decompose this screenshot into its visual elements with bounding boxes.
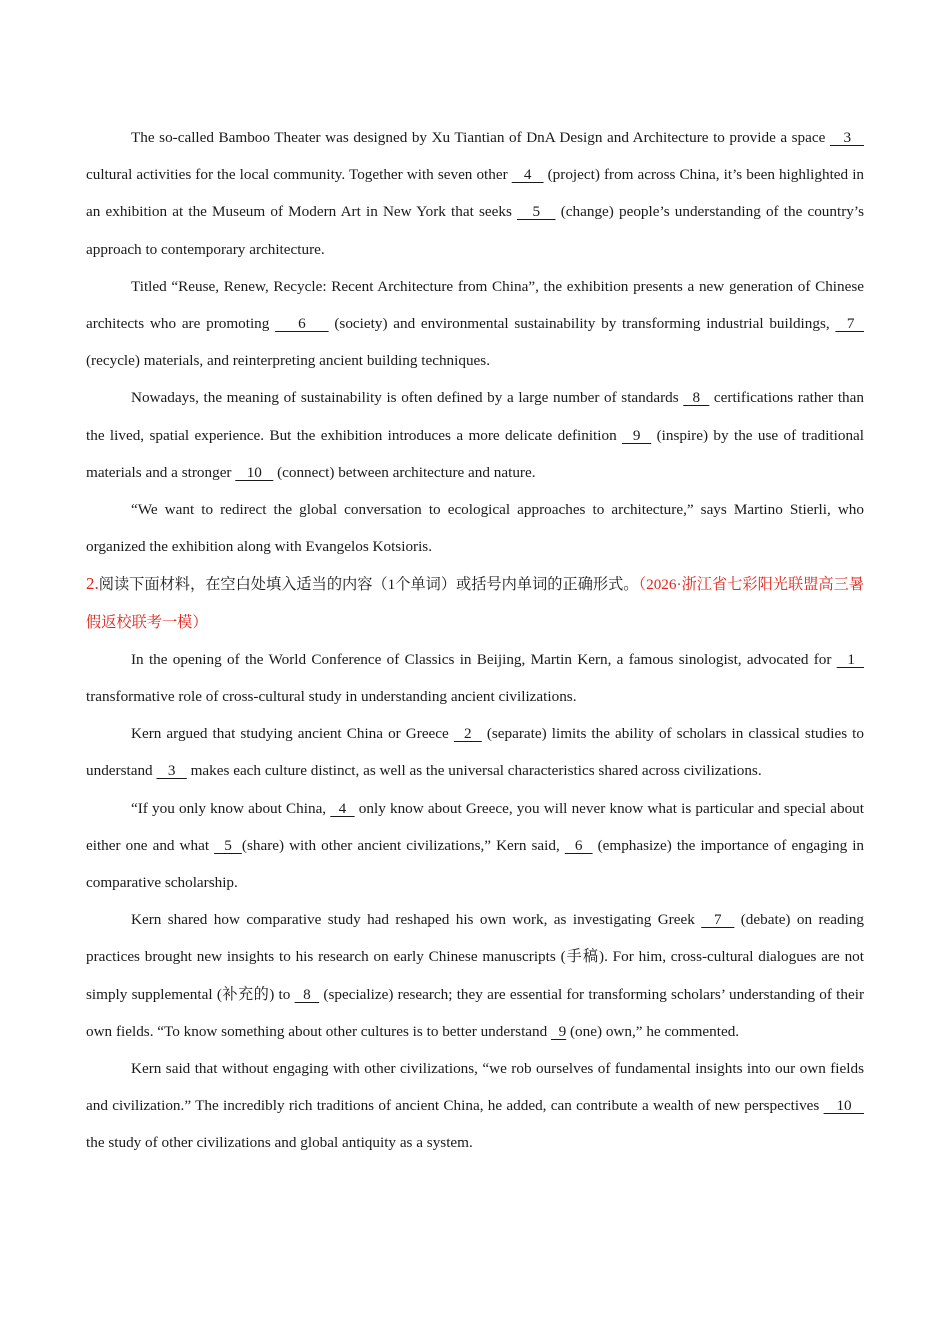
blank-5: 5 [214,836,242,854]
text: (debate) on reading practices brought new insights to his research on early Chinese manuscripts (手稿). For him, cross-cultural dialogues are not simply supplemental (补充的) to [86,911,865,1003]
blank-2: 2 [453,725,482,743]
passage2-paragraph-3 [86,790,864,902]
passage2-paragraph-4 [86,901,864,1050]
blank-1: 1 [836,650,865,668]
text: the study of other civilizations and global antiquity as a system. [86,1134,473,1152]
text: certifications rather than the lived, spatial experience. But the exhibition introduces a more delicate definition [86,389,864,444]
question-number: 2. [86,574,99,594]
passage2-paragraph-1 [86,641,864,715]
question-instruction: 阅读下面材料，在空白处填入适当的内容（1个单词）或括号内单词的正确形式。 [98,576,639,594]
text: “We want to redirect the global conversation to ecological approaches to architecture,” says Martino Stierli, who organized the exhibition along with Evangelos Kotsioris. [86,501,864,556]
text: (connect) between architecture and nature. [273,463,536,481]
text: transformative role of cross-cultural study in understanding ancient civilizations. [86,688,577,706]
question-2-heading [86,565,864,640]
passage2-paragraph-2 [86,715,864,789]
passage2-paragraph-5 [86,1050,864,1162]
passage1-paragraph-2 [86,268,864,380]
blank-4: 4 [511,166,544,184]
text: (share) with other ancient civilizations,” Kern said, [241,836,565,854]
blank-6: 6 [564,836,593,854]
blank-9: 9 [551,1022,567,1040]
text: only know about Greece, you will never know what is particular and special about either one and what [86,799,864,854]
text: (specialize) research; they are essential for transforming scholars’ understanding of their own fields. “To know something about other cultures is to better understand [86,985,865,1040]
text: Nowadays, the meaning of sustainability is often defined by a large number of standards [131,389,684,407]
blank-4: 4 [330,799,355,817]
text: Titled “Reuse, Renew, Recycle: Recent Architecture from China”, the exhibition presents a new generation of Chinese architects who are promoting [86,277,864,333]
blank-3: 3 [156,762,187,780]
text: (society) and environmental sustainability by transforming industrial buildings, [328,315,836,333]
text: The so-called Bamboo Theater was designed by Xu Tiantian of DnA Design and Architecture to provide a space [131,129,830,146]
blank-7: 7 [701,911,735,929]
text: In the opening of the World Conference of Classics in Beijing, Martin Kern, a famous sinologist, advocated for [131,650,837,668]
text: (project) from across China, it’s been highlighted in an exhibition at the Museum of Modern Art in New York that seeks [86,166,865,221]
blank-3: 3 [829,129,865,146]
blank-5: 5 [517,203,556,221]
text: (emphasize) the importance of engaging in comparative scholarship. [86,836,865,892]
text: cultural activities for the local community. Together with seven other [86,166,512,184]
passage1-paragraph-1 [86,119,864,268]
text: makes each culture distinct, as well as the universal characteristics shared across civilizations. [186,762,762,780]
document-body [86,119,864,1162]
text: (recycle) materials, and reinterpreting ancient building techniques. [86,352,490,370]
text: Kern said that without engaging with other civilizations, “we rob ourselves of fundamental insights into our own fields and civilization.” The incredibly rich traditions of ancient China, he added, can contribute a wealth of new perspectives [86,1060,864,1115]
passage1-paragraph-3 [86,379,864,491]
text: Kern argued that studying ancient China or Greece [131,725,454,743]
question-source: （2026·浙江省七彩阳光联盟高三暑假返校联考一模） [86,576,864,631]
blank-9: 9 [622,426,652,444]
text: (inspire) by the use of traditional materials and a stronger [86,426,864,481]
blank-6: 6 [275,315,329,333]
blank-8: 8 [294,985,320,1003]
blank-10: 10 [823,1097,864,1115]
text: (change) people’s understanding of the country’s approach to contemporary architecture. [86,203,864,258]
text: “If you only know about China, [131,799,331,817]
passage1-paragraph-4 [86,491,864,565]
text: (one) own,” he commented. [566,1022,740,1040]
text: (separate) limits the ability of scholars in classical studies to understand [86,725,864,780]
blank-10: 10 [235,463,274,481]
blank-8: 8 [683,389,710,407]
text: Kern shared how comparative study had reshaped his own work, as investigating Greek [131,911,702,929]
blank-7: 7 [835,315,864,333]
